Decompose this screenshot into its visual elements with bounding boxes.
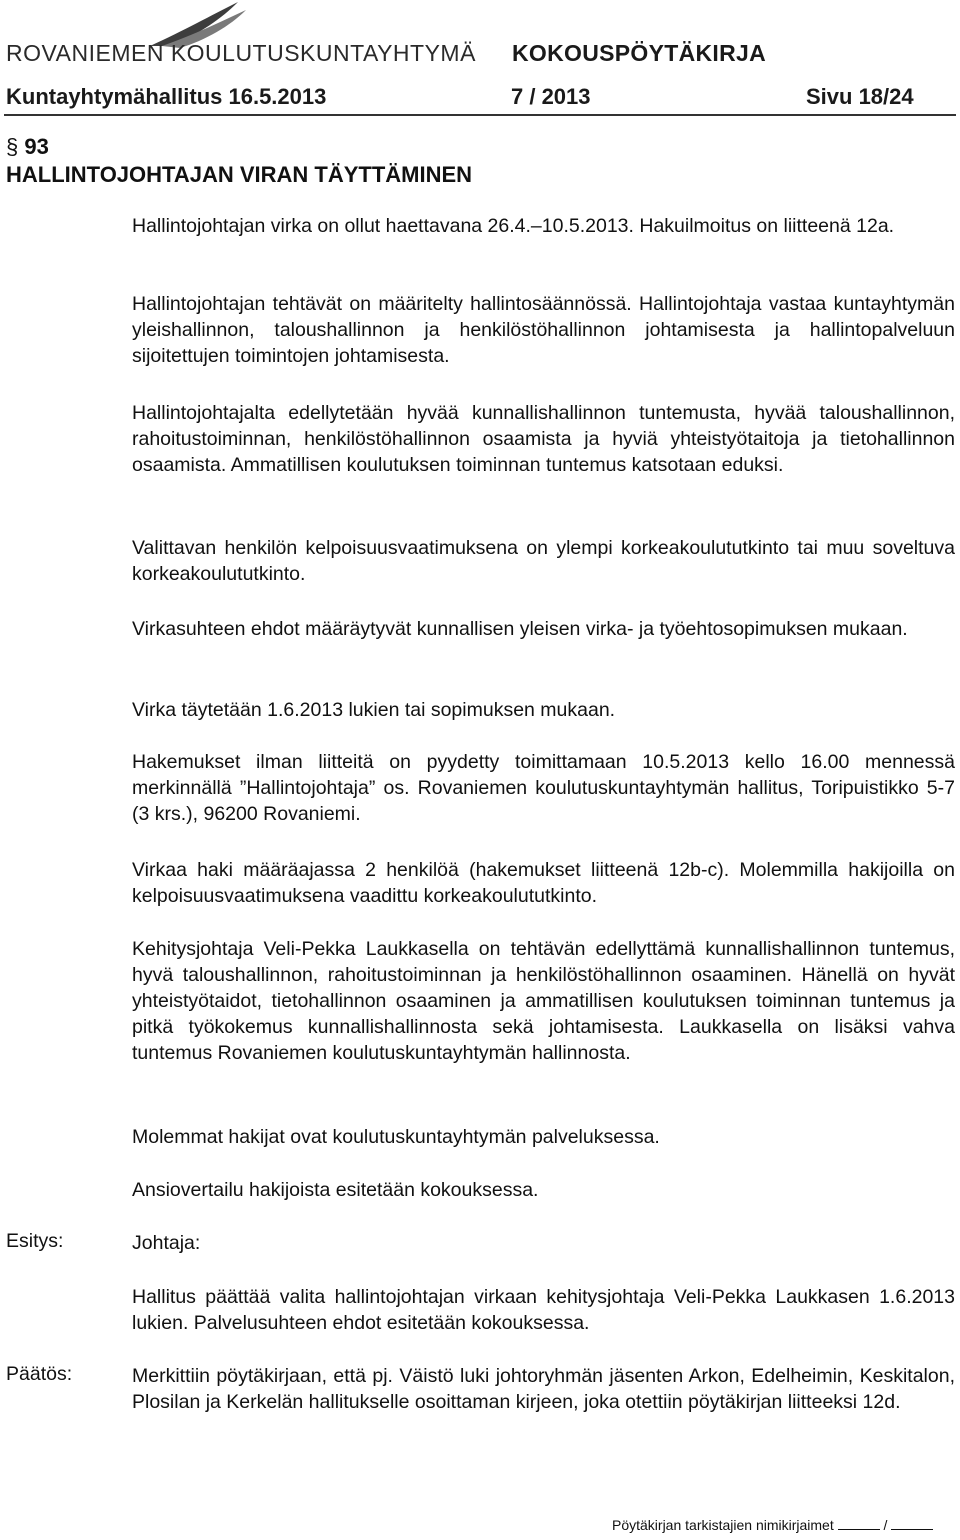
meeting-number: 7 / 2013 [511, 84, 591, 109]
paragraph-text: Hallintojohtajan tehtävät on määritelty hallintosäännössä. Hallintojohtaja vastaa kuntayhtymän yleishallinnon, taloushallinnon ja henkilöstöhallinnon johtamisesta ja hallintopalveluun sijoitettujen toimintojen johtamisesta. [132, 293, 955, 367]
meeting-body-date: Kuntayhtymähallitus 16.5.2013 [6, 84, 327, 109]
paragraph-text: Hallintojohtajan virka on ollut haettavana 26.4.–10.5.2013. Hakuilmoitus on liitteenä 12a. [132, 215, 895, 237]
page-number: Sivu 18/24 [806, 84, 914, 109]
initials-blank-1 [838, 1517, 880, 1530]
paragraph-text: Valittavan henkilön kelpoisuusvaatimuksena on ylempi korkeakoulututkinto tai muu soveltuva korkeakoulututkinto. [132, 537, 955, 585]
paragraph-text: Kehitysjohtaja Veli-Pekka Laukkasella on tehtävän edellyttämä kunnallishallinnon tuntemus, hyvä taloushallinnon, rahoitustoiminnan ja henkilöstöhallinnon osaaminen. Hänellä on hyvät yhteistyötaidot, tietohallinnon osaaminen ja ammatillisen koulutuksen toiminnan tuntemus ja pitkä työkokemus kunnallishallinnosta sekä johtamisesta. Laukkasella on lisäksi vahva tuntemus Rovaniemen koulutuskuntayhtymän hallinnosta. [132, 938, 955, 1064]
section-number [6, 134, 49, 160]
initials-blank-2 [891, 1517, 933, 1530]
paragraph [132, 291, 955, 369]
paragraph [132, 213, 955, 239]
paragraph-text: Virkaa haki määräajassa 2 henkilöä (hakemukset liitteenä 12b-c). Molemmilla hakijoilla on kelpoisuusvaatimuksena vaadittu korkeakoulututkinto. [132, 859, 955, 907]
paragraph [132, 1124, 955, 1150]
section-number-value: 93 [24, 134, 49, 159]
decision-label: Päätös: [6, 1363, 73, 1385]
org-name: ROVANIEMEN KOULUTUSKUNTAYHTYMÄ [6, 40, 476, 66]
paragraph-text: Virkasuhteen ehdot määräytyvät kunnallisen yleisen virka- ja työehtosopimuksen mukaan. [132, 618, 908, 640]
document-type: KOKOUSPÖYTÄKIRJA [512, 40, 766, 66]
paragraph-text: Molemmat hakijat ovat koulutuskuntayhtymän palveluksessa. [132, 1126, 660, 1148]
paragraph [132, 697, 955, 723]
paragraph [132, 857, 955, 909]
proposal-presenter: Johtaja: [132, 1232, 201, 1254]
section-title: HALLINTOJOHTAJAN VIRAN TÄYTTÄMINEN [6, 162, 473, 187]
header-rule [4, 114, 956, 116]
org-logo [0, 0, 476, 80]
paragraph [132, 400, 955, 478]
footer-label: Pöytäkirjan tarkistajien nimikirjaimet [612, 1517, 834, 1533]
proposal-label: Esitys: [6, 1230, 64, 1252]
section-sign: § [6, 134, 19, 159]
paragraph [132, 936, 955, 1066]
decision-text-content: Merkittiin pöytäkirjaan, että pj. Väistö luki johtoryhmän jäsenten Arkon, Edelheimin, Keskitalon, Plosilan ja Kerkelän hallitukselle osoittaman kirjeen, joka otettiin pöytäkirjan liitteeksi 12d. [132, 1365, 955, 1413]
decision-text [132, 1363, 955, 1415]
paragraph [132, 1177, 955, 1203]
paragraph [132, 616, 955, 642]
paragraph-text: Virka täytetään 1.6.2013 lukien tai sopimuksen mukaan. [132, 699, 616, 721]
proposal-text [132, 1284, 955, 1336]
paragraph [132, 749, 955, 827]
paragraph-text: Hakemukset ilman liitteitä on pyydetty toimittamaan 10.5.2013 kello 16.00 mennessä merkinnällä ”Hallintojohtaja” os. Rovaniemen koulutuskuntayhtymän hallitus, Toripuistikko 5-7 (3 krs.), 96200 Rovaniemi. [132, 751, 955, 825]
paragraph [132, 535, 955, 587]
footer-initials [612, 1517, 933, 1533]
footer-separator: / [883, 1517, 888, 1533]
paragraph-text: Ansiovertailu hakijoista esitetään kokouksessa. [132, 1179, 539, 1201]
proposal-text-content: Hallitus päättää valita hallintojohtajan virkaan kehitysjohtaja Veli-Pekka Laukkasen 1.6.2013 lukien. Palvelusuhteen ehdot esitetään kokouksessa. [132, 1286, 955, 1334]
paragraph-text: Hallintojohtajalta edellytetään hyvää kunnallishallinnon tuntemusta, hyvää taloushallinnon, rahoitustoiminnan, henkilöstöhallinnon osaamista ja hyviä yhteistyötaitoja ja tietohallinnon osaamista. Ammatillisen koulutuksen toiminnan tuntemus katsotaan eduksi. [132, 402, 955, 476]
